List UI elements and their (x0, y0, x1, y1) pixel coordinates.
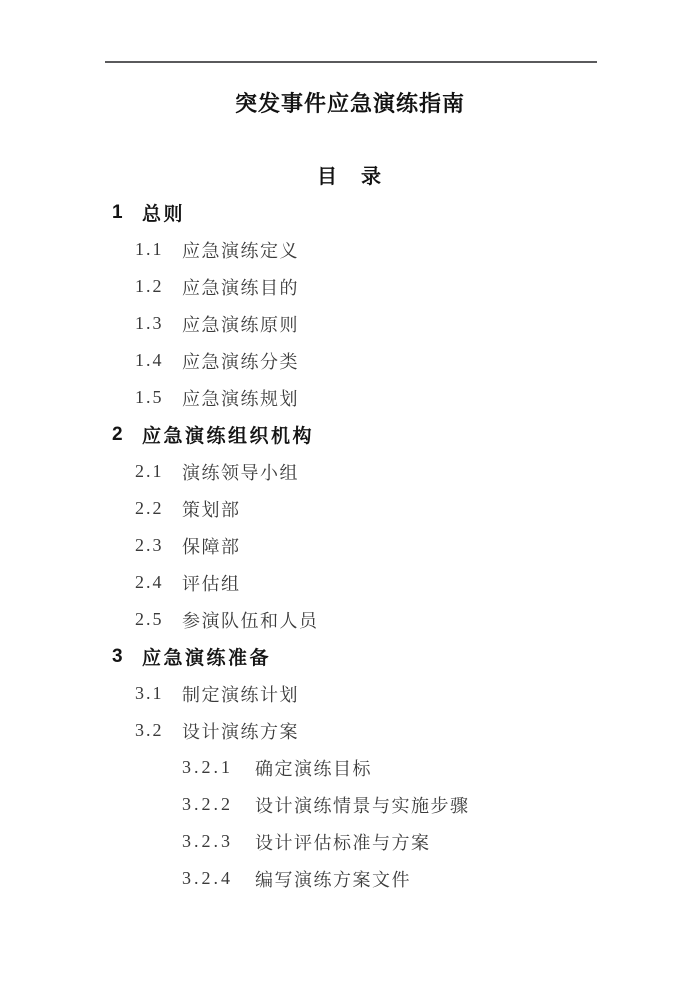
table-of-contents (0, 194, 700, 897)
toc-entry-number: 3.2 (135, 720, 164, 740)
toc-entry-number: 1.4 (135, 350, 164, 370)
toc-entry-number: 2.2 (135, 498, 164, 518)
toc-entry-number: 2.1 (135, 461, 164, 481)
toc-entry-label: 设计演练方案 (182, 721, 299, 742)
toc-entry-label: 应急演练原则 (182, 314, 299, 335)
header-rule (105, 61, 597, 63)
toc-entry-number: 3.2.2 (182, 794, 233, 814)
toc-entry-label: 制定演练计划 (182, 684, 299, 705)
toc-entry-number: 1.3 (135, 313, 164, 333)
toc-entry-2 (0, 416, 700, 453)
toc-entry-number: 3 (112, 645, 123, 667)
toc-entry-number: 2.4 (135, 572, 164, 592)
toc-entry-number: 1.1 (135, 239, 164, 259)
toc-entry-number: 2 (112, 423, 123, 445)
toc-entry-1-4 (0, 342, 700, 379)
toc-entry-label: 应急演练规划 (182, 388, 299, 409)
toc-entry-3-1 (0, 675, 700, 712)
toc-entry-number: 1.5 (135, 387, 164, 407)
toc-entry-number: 3.2.4 (182, 868, 233, 888)
toc-entry-3-2-3 (0, 823, 700, 860)
toc-entry-number: 3.2.1 (182, 757, 233, 777)
toc-entry-label: 应急演练定义 (182, 240, 299, 261)
toc-entry-label: 应急演练组织机构 (142, 426, 315, 447)
toc-entry-3-2-4 (0, 860, 700, 897)
toc-entry-number: 2.3 (135, 535, 164, 555)
toc-entry-label: 应急演练目的 (182, 277, 299, 298)
document-title: 突发事件应急演练指南 (234, 91, 465, 116)
toc-entry-label: 保障部 (182, 536, 241, 557)
toc-entry-label: 确定演练目标 (255, 758, 372, 779)
toc-entry-label: 策划部 (182, 499, 241, 520)
toc-entry-1-3 (0, 305, 700, 342)
toc-entry-1-2 (0, 268, 700, 305)
toc-heading: 目 录 (317, 166, 383, 188)
toc-entry-label: 评估组 (182, 573, 241, 594)
toc-entry-1-1 (0, 231, 700, 268)
toc-entry-number: 2.5 (135, 609, 164, 629)
toc-entry-label: 应急演练准备 (142, 648, 272, 669)
toc-entry-2-3 (0, 527, 700, 564)
toc-entry-1-5 (0, 379, 700, 416)
toc-entry-label: 总则 (142, 204, 186, 225)
toc-entry-2-4 (0, 564, 700, 601)
toc-entry-number: 1.2 (135, 276, 164, 296)
toc-entry-label: 演练领导小组 (182, 462, 299, 483)
toc-entry-label: 参演队伍和人员 (182, 610, 319, 631)
toc-entry-3-2-1 (0, 749, 700, 786)
toc-entry-2-2 (0, 490, 700, 527)
toc-entry-number: 1 (112, 201, 123, 223)
toc-entry-label: 编写演练方案文件 (255, 869, 411, 890)
toc-entry-1 (0, 194, 700, 231)
toc-entry-2-5 (0, 601, 700, 638)
toc-entry-label: 设计评估标准与方案 (255, 832, 431, 853)
toc-entry-3-2 (0, 712, 700, 749)
toc-entry-label: 设计演练情景与实施步骤 (255, 795, 470, 816)
toc-entry-number: 3.2.3 (182, 831, 233, 851)
toc-entry-number: 3.1 (135, 683, 164, 703)
toc-entry-3-2-2 (0, 786, 700, 823)
toc-entry-2-1 (0, 453, 700, 490)
toc-entry-label: 应急演练分类 (182, 351, 299, 372)
toc-entry-3 (0, 638, 700, 675)
